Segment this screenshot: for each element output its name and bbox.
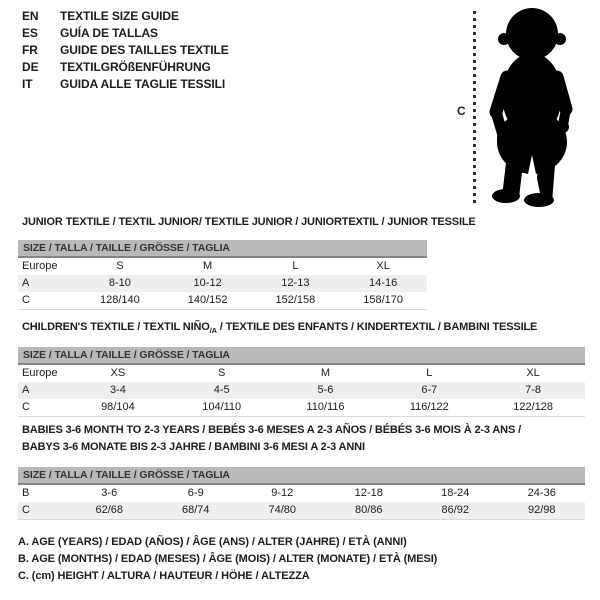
table-row (18, 485, 585, 502)
height-measure-label: C (457, 104, 466, 118)
junior-table-title (22, 214, 476, 231)
language-row-es (22, 25, 229, 42)
size-cell: 5-6 (317, 384, 334, 396)
size-cell: 110/116 (306, 401, 345, 413)
size-cell: 3-6 (101, 487, 118, 499)
size-cell: 8-10 (108, 277, 131, 289)
children-table-title-text: CHILDREN'S TEXTILE / TEXTIL NIÑO (22, 321, 210, 333)
size-header-bar: SIZE / TALLA / TAILLE / GRÖSSE / TAGLIA (18, 347, 585, 365)
row-label: Europe (22, 367, 58, 379)
size-cell: 6-9 (187, 487, 204, 499)
footnote-b: B. AGE (MONTHS) / EDAD (MESES) / ÂGE (MOIS) / ALTER (MONATE) / ETÀ (MESI) (18, 553, 438, 565)
row-label: C (22, 401, 30, 413)
size-cell: 104/110 (202, 401, 242, 413)
size-cell: 62/68 (95, 504, 124, 516)
children-size-table (18, 347, 585, 417)
row-label: B (22, 487, 30, 499)
language-code: FR (22, 43, 38, 57)
size-cell: 98/104 (101, 401, 135, 413)
size-header-bar: SIZE / TALLA / TAILLE / GRÖSSE / TAGLIA (18, 467, 585, 485)
babies-size-table (18, 467, 585, 520)
language-text: GUIDE DES TAILLES TEXTILE (60, 43, 229, 57)
size-cell: 68/74 (181, 504, 210, 516)
language-text: GUIDA ALLE TAGLIE TESSILI (60, 77, 226, 91)
size-cell: 116/122 (409, 401, 449, 413)
language-row-it (22, 76, 229, 93)
size-cell: 80/86 (354, 504, 383, 516)
table-row (18, 399, 585, 417)
toddler-silhouette-icon (483, 6, 580, 208)
table-row (18, 382, 585, 399)
size-cell: 10-12 (193, 277, 222, 289)
size-cell: 92/98 (527, 504, 556, 516)
table-row (18, 502, 585, 520)
size-cell: 4-5 (213, 384, 230, 396)
size-cell: 18-24 (441, 487, 470, 499)
row-label: Europe (22, 260, 58, 272)
size-cell: 74/80 (268, 504, 297, 516)
size-cell: 152/158 (275, 294, 316, 306)
size-cell: 140/152 (187, 294, 228, 306)
size-cell: 86/92 (441, 504, 470, 516)
language-code: IT (22, 77, 33, 91)
row-label: C (22, 294, 30, 306)
size-cell: 7-8 (525, 384, 542, 396)
size-header-bar: SIZE / TALLA / TAILLE / GRÖSSE / TAGLIA (18, 240, 427, 258)
size-cell: 24-36 (527, 487, 556, 499)
height-dashed-line (473, 11, 476, 207)
size-cell: XL (526, 367, 540, 379)
row-label: A (22, 277, 30, 289)
language-code: ES (22, 26, 38, 40)
language-row-fr (22, 42, 229, 59)
size-cell: 9-12 (271, 487, 294, 499)
size-cell: 3-4 (109, 384, 126, 396)
table-row (18, 365, 585, 382)
size-cell: 14-16 (369, 277, 398, 289)
language-text: GUÍA DE TALLAS (60, 26, 158, 40)
size-cell: 6-7 (421, 384, 438, 396)
table-row (18, 275, 427, 292)
size-cell: XS (110, 367, 126, 379)
language-code: DE (22, 60, 39, 74)
row-label: A (22, 384, 30, 396)
children-table-title (22, 319, 537, 339)
size-cell: M (203, 260, 213, 272)
footnote-c: C. (cm) HEIGHT / ALTURA / HAUTEUR / HÖHE / ALTEZZA (18, 570, 310, 582)
babies-table-title-line1: BABIES 3-6 MONTH TO 2-3 YEARS / BEBÉS 3-6 MESES A 2-3 AÑOS / BÉBÉS 3-6 MOIS À 2-3 ANS / (22, 424, 521, 436)
children-table-title-text: / TEXTILE DES ENFANTS / KINDERTEXTIL / BAMBINI TESSILE (216, 321, 538, 333)
size-cell: S (116, 260, 124, 272)
babies-table-title-line2: BABYS 3-6 MONATE BIS 2-3 JAHRE / BAMBINI 3-6 MESI A 2-3 ANNI (22, 441, 365, 453)
size-cell: XL (376, 260, 390, 272)
language-row-en (22, 8, 229, 25)
language-row-de (22, 59, 229, 76)
table-row (18, 292, 427, 310)
size-cell: 128/140 (99, 294, 140, 306)
language-text: TEXTILGRÖßENFÜHRUNG (60, 60, 211, 74)
junior-size-table (18, 240, 427, 310)
size-cell: S (218, 367, 226, 379)
junior-table-title-text: JUNIOR TEXTILE / TEXTIL JUNIOR/ TEXTILE JUNIOR / JUNIORTEXTIL / JUNIOR TESSILE (22, 216, 476, 228)
language-text: TEXTILE SIZE GUIDE (60, 9, 179, 23)
language-list (22, 8, 229, 93)
size-cell: 122/128 (513, 401, 553, 413)
footnote-a: A. AGE (YEARS) / EDAD (AÑOS) / ÂGE (ANS) / ALTER (JAHRE) / ETÀ (ANNI) (18, 536, 407, 548)
table-row (18, 258, 427, 275)
footnotes (18, 534, 437, 585)
row-label: C (22, 504, 30, 516)
size-cell: M (320, 367, 331, 379)
children-table-title-sub: /A (209, 326, 217, 336)
language-code: EN (22, 9, 39, 23)
size-cell: 12-18 (354, 487, 383, 499)
size-cell: L (426, 367, 433, 379)
babies-table-title (22, 422, 521, 456)
size-cell: L (292, 260, 299, 272)
size-cell: 158/170 (363, 294, 403, 306)
size-cell: 12-13 (281, 277, 310, 289)
